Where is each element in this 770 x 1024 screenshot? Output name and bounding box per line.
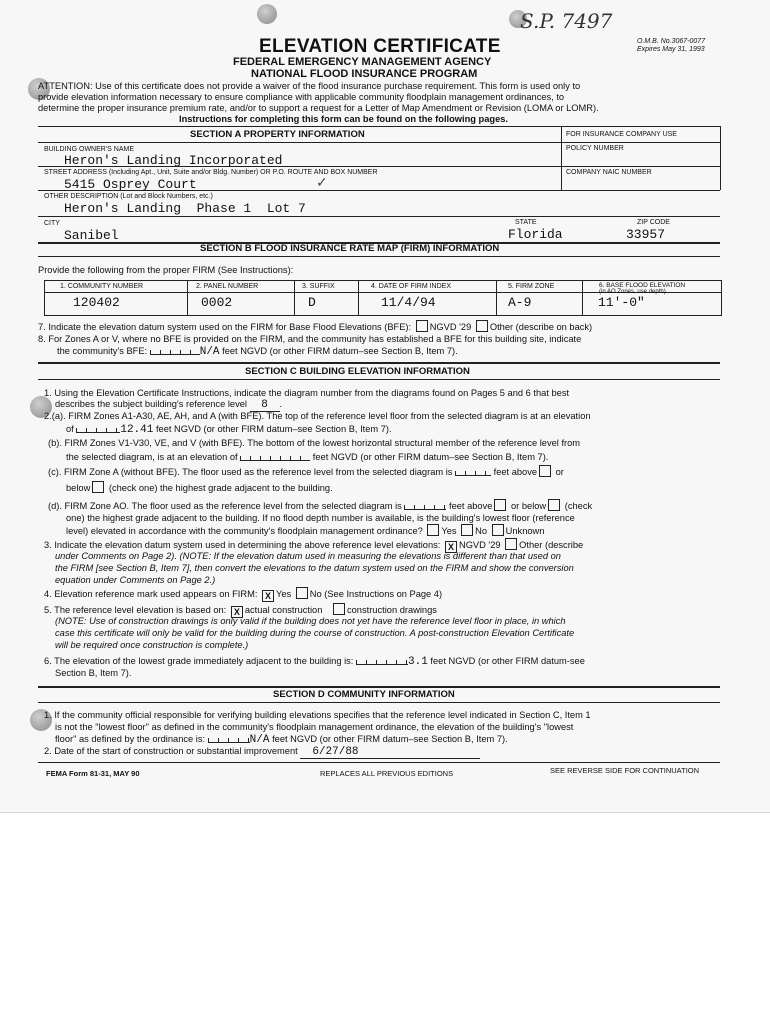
d-item-1-line-1: 1. If the community official responsible for verifying building elevations specifies that the reference level indicated in Section C, Item 1: [44, 710, 591, 720]
c-item-3-line-4: equation under Comments on Page 2.): [55, 575, 216, 585]
owner-name-value[interactable]: Heron's Landing Incorporated: [64, 153, 283, 168]
section-d-top-rule: [38, 686, 720, 688]
state-value[interactable]: Florida: [508, 227, 563, 242]
item-7-ngvd-label: NGVD '29: [429, 322, 472, 332]
insurance-col-right: [720, 126, 721, 166]
street-address-value[interactable]: 5415 Osprey Court: [64, 177, 197, 192]
c-item-5-drawings-label: construction drawings: [346, 605, 437, 615]
c-item-2c-text: (c). FIRM Zone A (without BFE). The floor used as the reference level from the selected diagram is: [48, 467, 453, 477]
section-d-title: SECTION D COMMUNITY INFORMATION: [273, 689, 455, 700]
firm-col-header-1: 1. COMMUNITY NUMBER: [60, 283, 144, 290]
c-item-2b-pre: the selected diagram, is at an elevation of: [66, 452, 238, 462]
street-address-label: STREET ADDRESS (Including Apt., Unit, Suite and/or Bldg. Number) OR P.O. ROUTE AND BOX NUMBER: [44, 169, 378, 176]
firm-col-header-5: 5. FIRM ZONE: [508, 283, 555, 290]
c-item-2c-line-2: [66, 481, 333, 494]
c-item-2d-question: level) elevated in accordance with the community's floodplain management ordinance?: [66, 526, 423, 536]
c-item-2a-line-1: 2.(a). FIRM Zones A1-A30, AE, AH, and A (with BFE). The top of the reference level floor from the selected diagram is at an elevation: [44, 411, 591, 421]
instructions-note: Instructions for completing this form can be found on the following pages.: [179, 114, 509, 124]
section-b-item-7: [38, 320, 592, 333]
c-item-5-note-1: (NOTE: Use of construction drawings is only valid if the building does not yet have the reference level floor in place, in which: [55, 616, 566, 626]
form-number: FEMA Form 81-31, MAY 90: [46, 769, 140, 778]
c-item-2c-above: feet above: [493, 467, 538, 477]
c-item-6-text: 6. The elevation of the lowest grade immediately adjacent to the building is:: [44, 656, 354, 666]
c-item-2a-field-boxes: [76, 423, 120, 433]
lowest-grade-elevation-value[interactable]: 3.1: [408, 656, 428, 668]
c-item-3-ngvd-label: NGVD '29: [458, 540, 501, 550]
section-b-item-8-line-1: 8. For Zones A or V, where no BFE is provided on the FIRM, and the community has established a BFE for this building site, indicate: [38, 334, 582, 344]
c-item-4-no-label: No (See Instructions on Page 4): [309, 589, 443, 599]
section-b-intro: Provide the following from the proper FIRM (See Instructions):: [38, 265, 294, 275]
city-value[interactable]: Sanibel: [64, 228, 119, 243]
naic-col-divider: [561, 166, 562, 190]
firm-date-value[interactable]: 11/4/94: [381, 295, 436, 310]
firm-col-6-note: (in AO Zones, use depth): [599, 289, 666, 295]
footer-rule: [38, 762, 720, 763]
naic-col-right: [720, 166, 721, 190]
attention-line-2: provide elevation information necessary to ensure compliance with applicable community floodplain management ordinances, to: [38, 92, 565, 102]
d-item-1-text: floor" as defined by the ordinance is:: [55, 734, 206, 744]
firm-col-header-6: 6. BASE FLOOD ELEVATION: [599, 282, 686, 289]
construction-start-date-value[interactable]: 6/27/88: [300, 746, 480, 759]
firm-zone-value[interactable]: A-9: [508, 295, 532, 310]
section-b-item-8-line-2: [57, 345, 458, 358]
omb-expiration: Expires May 31, 1993: [637, 46, 705, 53]
city-label: CITY: [44, 220, 60, 227]
policy-number-label: POLICY NUMBER: [566, 145, 624, 152]
community-bfe-post: feet NGVD (or other FIRM datum–see Section B, Item 7).: [222, 346, 458, 356]
d-item-1-post: feet NGVD (or other FIRM datum–see Section B, Item 7).: [272, 734, 508, 744]
c-item-2d-line-1: [48, 499, 592, 512]
community-number-value[interactable]: 120402: [73, 295, 120, 310]
c-item-3-other-label: Other (describe: [519, 540, 584, 550]
panel-number-value[interactable]: 0002: [201, 295, 233, 310]
street-rule: [38, 190, 720, 191]
community-bfe-label: the community's BFE:: [57, 346, 148, 356]
c-item-5-text: 5. The reference level elevation is based on:: [44, 605, 227, 615]
c-item-2d-unknown-label: Unknown: [505, 526, 545, 536]
community-bfe-value[interactable]: N/A: [199, 346, 220, 358]
item-7-other-label: Other (describe on back): [489, 322, 593, 332]
c-item-2d-no-checkbox[interactable]: [461, 524, 473, 536]
c-item-2d-line-3: [66, 524, 544, 537]
c-item-2d-above-checkbox[interactable]: [494, 499, 506, 511]
c-item-4: [44, 587, 442, 602]
zip-value[interactable]: 33957: [626, 227, 666, 242]
c-item-3-line-3: the FIRM [see Section B, Item 7], then convert the elevations to the datum system used on the FIRM and show the conversion: [55, 563, 574, 573]
base-flood-elevation-value[interactable]: 11'-0": [598, 295, 645, 310]
section-c-top-rule: [38, 362, 720, 364]
c-item-2c-post: (check one) the highest grade adjacent to the building.: [108, 483, 333, 493]
suffix-value[interactable]: D: [308, 295, 316, 310]
c-item-2c-below: below: [66, 483, 91, 493]
handwritten-reference: S.P. 7497: [520, 9, 613, 33]
other-description-value[interactable]: Heron's Landing Phase 1 Lot 7: [64, 201, 306, 216]
c-item-2b-field[interactable]: [240, 451, 310, 461]
d-item-1-field-boxes: [208, 733, 250, 743]
section-c-title-rule: [38, 379, 720, 380]
c-item-2d-check: (check: [564, 501, 593, 511]
c-item-2b-line-2: [66, 451, 548, 463]
c-item-6-line-2: Section B, Item 7).: [55, 668, 132, 678]
c-item-3-ngvd-checkbox[interactable]: X: [445, 541, 457, 553]
firm-col-header-2: 2. PANEL NUMBER: [196, 283, 259, 290]
firm-col-div-4: [496, 280, 497, 315]
firm-col-div-1: [187, 280, 188, 315]
section-b-title-rule: [38, 256, 720, 257]
c-item-2a-of: of: [66, 424, 74, 434]
firm-col-div-2: [294, 280, 295, 315]
lowest-floor-elevation-value[interactable]: N/A: [249, 734, 270, 746]
c-item-1-label: describes the subject building's reference level: [55, 399, 247, 409]
c-item-2d-text: (d). FIRM Zone AO. The floor used as the reference level from the selected diagram is: [48, 501, 402, 511]
section-a-rule-1: [38, 142, 720, 143]
c-item-2c-or: or: [555, 467, 564, 477]
firm-col-div-5: [582, 280, 583, 315]
item-7-text: 7. Indicate the elevation datum system used on the FIRM for Base Flood Elevations (BFE):: [38, 322, 412, 332]
c-item-1-line-1: 1. Using the Elevation Certificate Instructions, indicate the diagram number from the diagrams found on Pages 5 and 6 that best: [44, 388, 570, 398]
item-7-ngvd-checkbox[interactable]: [416, 320, 428, 332]
c-item-2c-below-checkbox[interactable]: [92, 481, 104, 493]
c-item-2c-field[interactable]: [455, 466, 491, 476]
c-item-2d-yes-label: Yes: [441, 526, 457, 536]
c-item-6-post: feet NGVD (or other FIRM datum-see: [430, 656, 585, 666]
page-title: ELEVATION CERTIFICATE: [259, 36, 501, 57]
reference-level-elevation-value[interactable]: 12.41: [120, 424, 154, 436]
punch-hole-top: [257, 4, 277, 24]
c-item-2d-unknown-checkbox[interactable]: [492, 524, 504, 536]
c-item-5-drawings-checkbox[interactable]: [333, 603, 345, 615]
c-item-3-other-checkbox[interactable]: [505, 538, 517, 550]
d-item-2-text: 2. Date of the start of construction or substantial improvement: [44, 746, 298, 756]
c-item-4-text: 4. Elevation reference mark used appears on FIRM:: [44, 589, 258, 599]
c-item-2c-line-1: [48, 465, 564, 478]
section-c-title: SECTION C BUILDING ELEVATION INFORMATION: [245, 366, 470, 377]
attention-line-1: ATTENTION: Use of this certificate does not provide a waiver of the flood insurance purchase requirement. This form is used only to: [38, 81, 581, 91]
c-item-2b-post: feet NGVD (or other FIRM datum–see Section B, Item 7).: [312, 452, 549, 462]
c-item-2d-below: or below: [511, 501, 547, 511]
c-item-2d-no-label: No: [475, 526, 488, 536]
c-item-2b-line-1: (b). FIRM Zones V1-V30, VE, and V (with BFE). The bottom of the lowest horizontal structural member of the reference level from: [48, 438, 581, 448]
c-item-5-actual-checkbox[interactable]: X: [231, 606, 243, 618]
d-item-2: [44, 745, 480, 759]
other-rule: [38, 216, 720, 217]
zip-label: ZIP CODE: [637, 219, 670, 226]
agency-name: FEDERAL EMERGENCY MANAGEMENT AGENCY: [233, 56, 492, 68]
section-d-title-rule: [38, 702, 720, 703]
c-item-2d-line-2: one) the highest grade adjacent to the building. If no flood depth number is available, is the building's lowest floor (reference: [66, 513, 575, 523]
state-label: STATE: [515, 219, 537, 226]
section-a-title: SECTION A PROPERTY INFORMATION: [190, 129, 365, 140]
c-item-3-text: 3. Indicate the elevation datum system used in determining the above reference level elevations:: [44, 540, 441, 550]
c-item-6-field-boxes: [356, 655, 408, 665]
section-a-top-rule: [38, 126, 720, 127]
naic-number-label: COMPANY NAIC NUMBER: [566, 169, 652, 176]
c-item-2a-line-2: [66, 423, 392, 436]
c-item-4-yes-checkbox[interactable]: X: [262, 590, 274, 602]
owner-name-label: BUILDING OWNER'S NAME: [44, 146, 135, 153]
other-description-label: OTHER DESCRIPTION (Lot and Block Numbers, etc.): [44, 193, 213, 200]
firm-col-div-3: [358, 280, 359, 315]
program-name: NATIONAL FLOOD INSURANCE PROGRAM: [251, 68, 478, 80]
owner-rule: [38, 166, 561, 167]
item-7-other-checkbox[interactable]: [476, 320, 488, 332]
diagram-number-value[interactable]: 8: [250, 399, 280, 412]
insurance-col-divider: [561, 126, 562, 166]
c-item-5-note-2: case this certificate will only be valid for the building during the course of construction. A post-construction Elevation Certificate: [55, 628, 575, 638]
reverse-side-note: SEE REVERSE SIDE FOR CONTINUATION: [550, 766, 700, 775]
firm-col-header-3: 3. SUFFIX: [302, 283, 335, 290]
c-item-4-no-checkbox[interactable]: [296, 587, 308, 599]
c-item-2d-below-checkbox[interactable]: [548, 499, 560, 511]
c-item-2a-post: feet NGVD (or other FIRM datum–see Section B, Item 7).: [155, 424, 392, 434]
section-b-title: SECTION B FLOOD INSURANCE RATE MAP (FIRM) INFORMATION: [200, 243, 500, 254]
c-item-2d-yes-checkbox[interactable]: [427, 524, 439, 536]
omb-number: O.M.B. No.3067-0077: [637, 38, 706, 45]
insurance-use-label: FOR INSURANCE COMPANY USE: [566, 131, 677, 138]
replaces-note: REPLACES ALL PREVIOUS EDITIONS: [320, 769, 454, 778]
community-bfe-field-boxes: [150, 345, 200, 355]
c-item-5-note-3: will be required once construction is complete.): [55, 640, 249, 650]
attention-line-3: determine the proper insurance premium rate, and/or to support a request for a Letter of Map Amendment or Revision (LOMA or LOMR).: [38, 103, 599, 113]
c-item-5-actual-label: actual construction: [244, 605, 323, 615]
c-item-2c-above-checkbox[interactable]: [539, 465, 551, 477]
policy-rule: [561, 166, 720, 167]
d-item-1-line-2: is not the "lowest floor" as defined in the community's floodplain management ordinance, the elevation of the building's "lowest: [55, 722, 574, 732]
c-item-4-yes-label: Yes: [276, 589, 292, 599]
check-mark-icon: ✓: [316, 174, 328, 190]
firm-col-header-4: 4. DATE OF FIRM INDEX: [371, 283, 451, 290]
c-item-2d-field[interactable]: [404, 500, 446, 510]
c-item-1-line-2: describes the subject building's reference level 8 .: [55, 399, 283, 411]
c-item-2d-above: feet above: [448, 501, 493, 511]
c-item-3-line-2: under Comments on Page 2). (NOTE: If the elevation datum used in measuring the elevations is different than that used on: [55, 551, 561, 561]
